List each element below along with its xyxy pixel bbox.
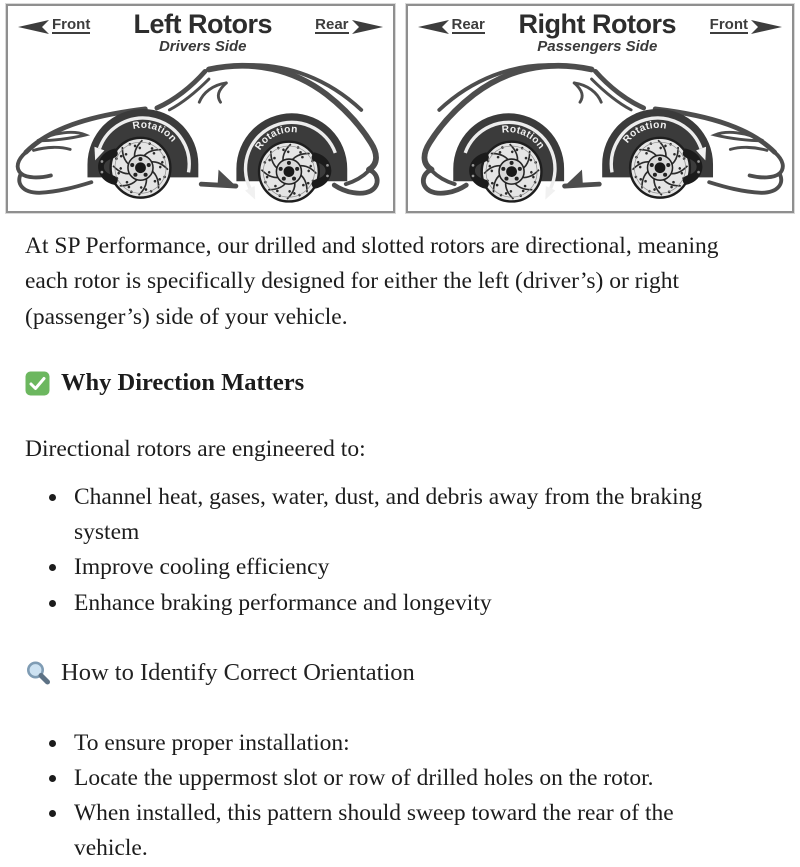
check-mark-icon [25, 371, 50, 396]
rotation-label: Rotation [131, 119, 179, 145]
section-heading: Why Direction Matters [61, 368, 305, 396]
panel-title: Left Rotors [133, 9, 272, 39]
arrow-left-icon [16, 19, 49, 35]
left-car-illustration [8, 54, 393, 213]
list-item: • To ensure proper installation: [69, 726, 726, 761]
article-body [0, 229, 800, 867]
front-direction [710, 16, 784, 35]
list-item: • Improve cooling efficiency [69, 550, 726, 585]
arrow-left-icon [416, 19, 449, 35]
rear-direction [315, 16, 384, 35]
rotor-direction-diagram [0, 0, 800, 213]
why-direction-matters-heading [25, 365, 775, 402]
intro-paragraph: At SP Performance, our drilled and slotted rotors are directional, meaning each rotor is specifically designed for either the left (driver’s) or right (passenger’s) side of your vehicle. [25, 233, 719, 330]
section-heading: How to Identify Correct Orientation [61, 658, 415, 686]
left-panel-header [8, 6, 393, 54]
panel-subtitle: Drivers Side [158, 38, 247, 55]
how-bullet-list [25, 726, 775, 867]
list-item: • Enhance braking performance and longevity [69, 586, 726, 621]
arrow-right-icon [352, 19, 385, 35]
front-direction [16, 16, 90, 35]
left-rotors-panel [6, 4, 395, 213]
rotation-label: Rotation [253, 124, 299, 153]
how-to-identify-heading [25, 655, 775, 692]
list-item: • Channel heat, gases, water, dust, and debris away from the braking system [69, 480, 726, 551]
right-car-illustration [408, 54, 793, 213]
left-panel-titles [90, 11, 315, 54]
list-item: • When installed, this pattern should sweep toward the rear of the vehicle. [69, 796, 726, 867]
rear-label: Rear [315, 15, 349, 33]
magnifying-glass-icon [25, 660, 52, 687]
panel-title: Right Rotors [518, 9, 676, 39]
rear-direction [416, 16, 485, 35]
rotation-label: Rotation [620, 119, 668, 146]
right-rotors-panel [406, 4, 795, 213]
right-panel-header [408, 6, 793, 54]
front-label: Front [52, 15, 91, 33]
rear-label: Rear [451, 15, 485, 33]
rotation-label: Rotation [500, 124, 546, 152]
arrow-right-icon [751, 19, 784, 35]
right-panel-titles [485, 11, 710, 54]
why-lead-text: Directional rotors are engineered to: [25, 435, 366, 462]
why-bullet-list [25, 480, 775, 621]
list-item: • Locate the uppermost slot or row of drilled holes on the rotor. [69, 761, 726, 796]
panel-subtitle: Passengers Side [537, 38, 658, 55]
front-label: Front [709, 15, 748, 33]
